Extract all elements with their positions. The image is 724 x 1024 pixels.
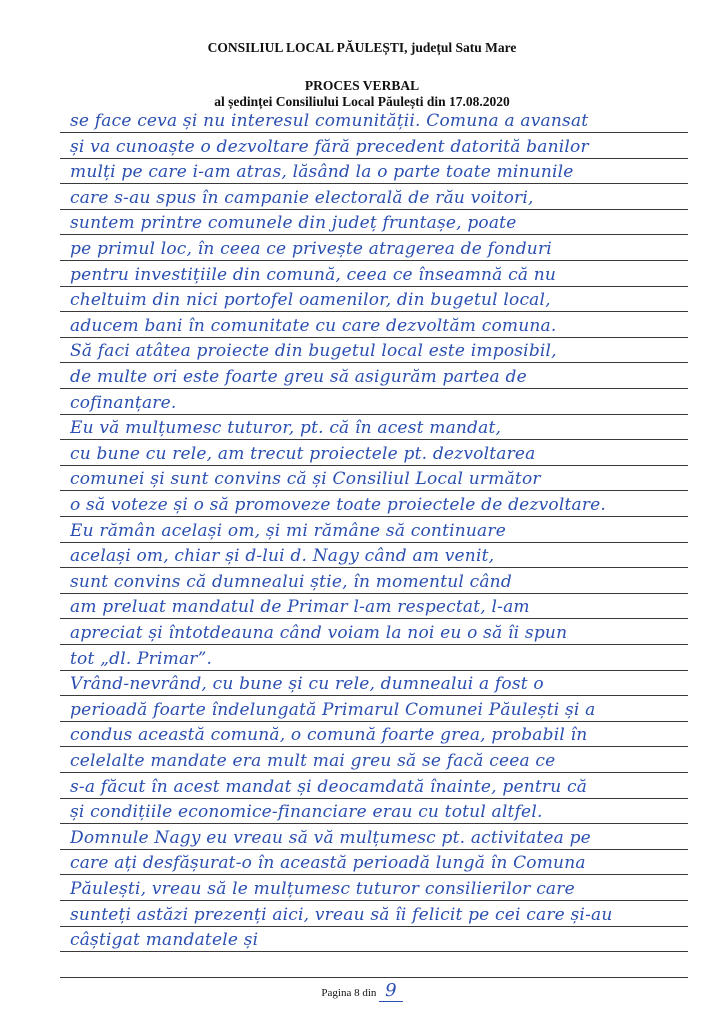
handwritten-line: o să voteze și o să promoveze toate proiectele de dezvoltare. <box>70 495 607 515</box>
ruled-line <box>60 900 688 901</box>
ruled-line <box>60 926 688 927</box>
handwritten-line: care s-au spus în campanie electorală de rău voitori, <box>70 187 534 208</box>
ruled-line <box>60 158 688 159</box>
ruled-line <box>60 644 688 645</box>
handwritten-line: mulți pe care i-am atras, lăsând la o parte toate minunile <box>70 162 574 183</box>
handwritten-line: de multe ori este foarte greu să asigurăm partea de <box>70 367 527 387</box>
handwritten-line: am preluat mandatul de Primar l-am respectat, l-am <box>70 597 530 618</box>
handwritten-line: condus această comună, o comună foarte grea, probabil în <box>70 725 588 746</box>
ruled-line <box>60 951 688 952</box>
ruled-line <box>60 465 688 466</box>
handwritten-line: sunteți astăzi prezenți aici, vreau să îi felicit pe cei care și-au <box>70 904 613 925</box>
ruled-line <box>60 260 688 261</box>
handwritten-line: cofinanțare. <box>70 392 177 413</box>
handwritten-line: același om, chiar și d-lui d. Nagy când am venit, <box>70 546 495 567</box>
handwritten-line: și condițiile economice-financiare erau cu totul altfel. <box>70 802 543 823</box>
ruled-line <box>60 311 688 312</box>
page-footer <box>0 980 724 1001</box>
ruled-line <box>60 695 688 696</box>
ruled-line <box>60 490 688 491</box>
ruled-handwriting-area <box>60 110 688 960</box>
handwritten-line: celelalte mandate era mult mai greu să se facă ceea ce <box>70 751 556 771</box>
ruled-line <box>60 516 688 517</box>
handwritten-line: se face ceva și nu interesul comunității. Comuna a avansat <box>70 111 589 131</box>
ruled-line <box>60 823 688 824</box>
ruled-line <box>60 567 688 568</box>
handwritten-line: aducem bani în comunitate cu care dezvoltăm comuna. <box>70 315 557 336</box>
ruled-line <box>60 746 688 747</box>
handwritten-line: Eu rămân același om, și mi rămâne să continuare <box>70 520 506 541</box>
meeting-subtitle: al ședinței Consiliului Local Păulești din 17.08.2020 <box>214 94 510 109</box>
handwritten-line: și va cunoaște o dezvoltare fără precedent datorită banilor <box>70 136 589 157</box>
ruled-line <box>60 798 688 799</box>
handwritten-line: Domnule Nagy eu vreau să vă mulțumesc pt. activitatea pe <box>70 827 591 848</box>
handwritten-line: Să faci atâtea proiecte din bugetul local este imposibil, <box>70 341 557 362</box>
handwritten-line: Vrând-nevrând, cu bune și cu rele, dumnealui a fost o <box>70 674 544 695</box>
ruled-line <box>60 337 688 338</box>
handwritten-line: pe primul loc, în ceea ce privește atragerea de fonduri <box>70 239 552 259</box>
handwritten-line: pentru investițiile din comună, ceea ce înseamnă că nu <box>70 264 557 285</box>
ruled-line <box>60 286 688 287</box>
handwritten-line: Eu vă mulțumesc tuturor, pt. că în acest mandat, <box>70 418 502 439</box>
handwritten-line: care ați desfășurat-o în această perioadă lungă în Comuna <box>70 853 586 874</box>
ruled-line <box>60 362 688 363</box>
handwritten-line: sunt convins că dumnealui știe, în momentul când <box>70 571 512 592</box>
handwritten-line: suntem printre comunele din județ fruntașe, poate <box>70 213 517 234</box>
ruled-line <box>60 593 688 594</box>
handwritten-line: tot „dl. Primar”. <box>70 648 213 669</box>
ruled-line <box>60 183 688 184</box>
handwritten-line: perioadă foarte îndelungată Primarul Comunei Păulești și a <box>70 699 596 720</box>
ruled-line <box>60 132 688 133</box>
document-type: PROCES VERBAL <box>304 78 420 93</box>
ruled-line <box>60 772 688 773</box>
council-title: CONSILIUL LOCAL PĂULEȘTI, județul Satu Mare <box>207 40 517 55</box>
handwritten-line: comunei și sunt convins că și Consiliul Local următor <box>70 469 541 490</box>
ruled-line <box>60 670 688 671</box>
handwritten-line: apreciat și întotdeauna când voiam la noi eu o să îi spun <box>70 623 568 643</box>
page-number-label: Pagina 8 din <box>321 987 377 999</box>
ruled-line <box>60 977 688 978</box>
ruled-line <box>60 439 688 440</box>
ruled-line <box>60 618 688 619</box>
handwritten-line: câștigat mandatele și <box>70 930 259 951</box>
ruled-line <box>60 874 688 875</box>
ruled-line <box>60 388 688 389</box>
ruled-line <box>60 209 688 210</box>
handwritten-line: Păulești, vreau să le mulțumesc tuturor consilierilor care <box>70 879 575 899</box>
handwritten-line: s-a făcut în acest mandat și deocamdată înainte, pentru că <box>70 776 588 797</box>
ruled-line <box>60 849 688 850</box>
ruled-line <box>60 234 688 235</box>
ruled-line <box>60 542 688 543</box>
ruled-line <box>60 721 688 722</box>
total-pages-handwritten: 9 <box>379 980 402 1002</box>
handwritten-line: cheltuim din nici portofel oamenilor, din bugetul local, <box>70 290 551 311</box>
handwritten-line: cu bune cu rele, am trecut proiectele pt. dezvoltarea <box>70 443 536 464</box>
ruled-line <box>60 414 688 415</box>
